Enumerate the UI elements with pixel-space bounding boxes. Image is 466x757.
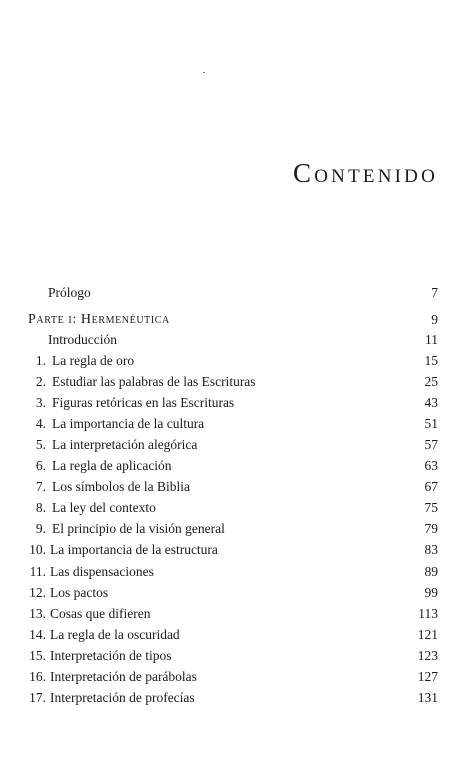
chapter-page: 83: [424, 542, 438, 557]
chapter-title: La interpretación alegórica: [52, 437, 198, 452]
chapter-number: 7.: [35, 479, 46, 494]
chapter-title: La regla de aplicación: [52, 458, 172, 473]
toc-chapter-row: [0, 477, 466, 497]
print-speck: [203, 72, 205, 73]
toc-entry-label: Prólogo: [48, 285, 91, 300]
chapter-title: Cosas que difieren: [50, 606, 151, 621]
chapter-title: Estudiar las palabras de las Escrituras: [52, 374, 256, 389]
chapter-page: 121: [417, 627, 438, 642]
chapter-number: 12.: [29, 585, 46, 600]
chapter-page: 127: [417, 669, 438, 684]
chapter-title: El principio de la visión general: [52, 521, 225, 536]
toc-part-page: 9: [431, 312, 438, 327]
chapter-number: 10.: [29, 542, 46, 557]
chapter-title: Figuras retóricas en las Escrituras: [52, 395, 235, 410]
toc-part-heading: [0, 310, 466, 330]
chapter-page: 131: [417, 690, 438, 705]
toc-chapter-row: [0, 393, 466, 413]
chapter-number: 9.: [35, 521, 46, 536]
toc-chapter-row: [0, 351, 466, 371]
chapter-page: 79: [424, 521, 438, 536]
chapter-page: 113: [418, 606, 438, 621]
toc-chapter-row: [0, 625, 466, 645]
toc-chapter-row: [0, 435, 466, 455]
toc-chapter-row: [0, 583, 466, 603]
toc-chapter-row: [0, 498, 466, 518]
chapter-number: 4.: [35, 416, 46, 431]
toc-chapter-row: [0, 667, 466, 687]
chapter-page: 25: [424, 374, 438, 389]
chapter-title: La importancia de la estructura: [50, 542, 218, 557]
chapter-title: La ley del contexto: [52, 500, 156, 515]
toc-chapter-row: [0, 604, 466, 624]
chapter-number: 8.: [35, 500, 46, 515]
chapter-title: Interpretación de profecías: [50, 690, 195, 705]
toc-chapter-row: [0, 688, 466, 708]
chapter-title: Los símbolos de la Biblia: [52, 479, 190, 494]
chapter-page: 99: [424, 585, 438, 600]
toc-chapter-row: [0, 646, 466, 666]
chapter-page: 57: [424, 437, 438, 452]
chapter-page: 123: [417, 648, 438, 663]
chapter-number: 16.: [29, 669, 46, 684]
chapter-page: 67: [424, 479, 438, 494]
page-title: Contenido: [293, 158, 438, 189]
chapter-title: La regla de la oscuridad: [50, 627, 180, 642]
toc-chapter-row: [0, 540, 466, 560]
toc-chapter-row: [0, 414, 466, 434]
chapter-number: 15.: [29, 648, 46, 663]
chapter-number: 17.: [29, 690, 46, 705]
toc-entry-page: 11: [425, 332, 438, 347]
chapter-number: 3.: [35, 395, 46, 410]
toc-chapter-row: [0, 562, 466, 582]
chapter-number: 13.: [29, 606, 46, 621]
chapter-title: Las dispensaciones: [50, 564, 154, 579]
toc-part-label: Parte i: Hermenéutica: [28, 312, 170, 327]
toc-chapter-row: [0, 519, 466, 539]
chapter-number: 5.: [35, 437, 46, 452]
chapter-page: 43: [424, 395, 438, 410]
chapter-title: Los pactos: [50, 585, 109, 600]
chapter-number: 14.: [29, 627, 46, 642]
toc-entry-introduccion: [0, 330, 466, 350]
chapter-title: La regla de oro: [52, 353, 135, 368]
chapter-number: 2.: [35, 374, 46, 389]
toc-entry-page: 7: [431, 285, 438, 300]
chapter-page: 51: [424, 416, 438, 431]
chapter-number: 11.: [29, 564, 46, 579]
chapter-title: La importancia de la cultura: [52, 416, 205, 431]
chapter-title: Interpretación de parábolas: [50, 669, 197, 684]
chapter-page: 89: [424, 564, 438, 579]
chapter-number: 1.: [35, 353, 46, 368]
toc-chapter-row: [0, 456, 466, 476]
toc-chapter-row: [0, 372, 466, 392]
chapter-page: 63: [424, 458, 438, 473]
chapter-page: 15: [424, 353, 438, 368]
chapter-title: Interpretación de tipos: [50, 648, 172, 663]
toc-entry-label: Introducción: [48, 332, 117, 347]
chapter-page: 75: [424, 500, 438, 515]
chapter-number: 6.: [35, 458, 46, 473]
toc-entry-prologo: [0, 283, 466, 303]
